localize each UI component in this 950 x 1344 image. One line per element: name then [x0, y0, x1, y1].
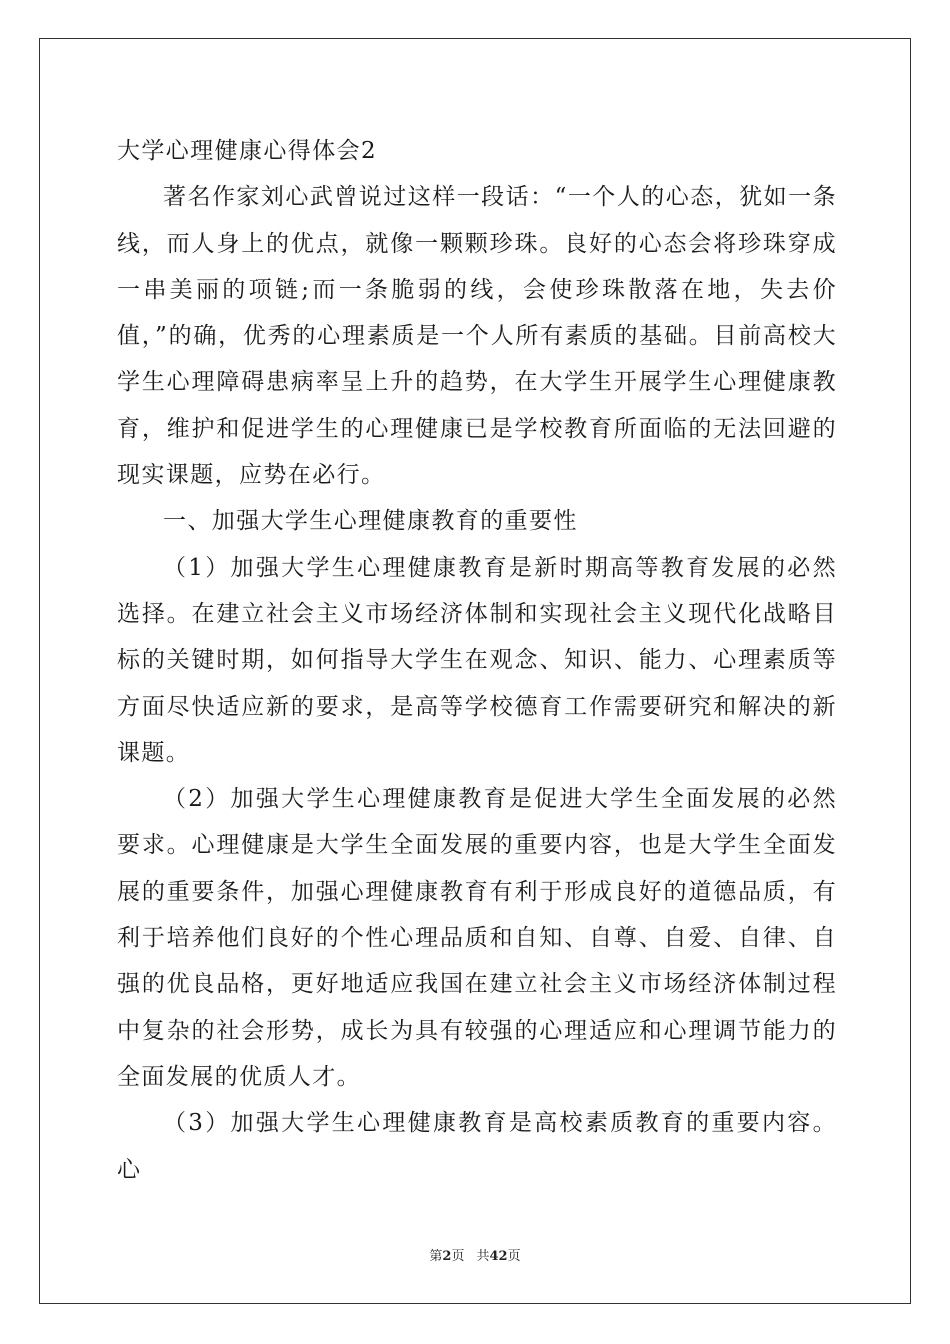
document-body [117, 128, 837, 1193]
list-item-1: （1）加强大学生心理健康教育是新时期高等教育发展的必然选择。在建立社会主义市场经济体制和实现社会主义现代化战略目标的关键时期，如何指导大学生在观念、知识、能力、心理素质等方面尽快适应新的要求，是高等学校德育工作需要研究和解决的新课题。 [117, 554, 837, 766]
page-total: 42 [489, 1249, 508, 1264]
total-prefix: 共 [476, 1249, 490, 1264]
list-item-3: （3）加强大学生心理健康教育是高校素质教育的重要内容。心 [117, 1110, 837, 1183]
intro-paragraph: 著名作家刘心武曾说过这样一段话：“一个人的心态，犹如一条线，而人身上的优点，就像一颗颗珍珠。良好的心态会将珍珠穿成一串美丽的项链;而一条脆弱的线，会使珍珠散落在地，失去价值，”的确，优秀的心理素质是一个人所有素质的基础。目前高校大学生心理障碍患病率呈上升的趋势，在大学生开展学生心理健康教育，维护和促进学生的心理健康已是学校教育所面临的无法回避的现实课题，应势在必行。 [117, 184, 837, 489]
list-item-2: （2）加强大学生心理健康教育是促进大学生全面发展的必然要求。心理健康是大学生全面发展的重要内容，也是大学生全面发展的重要条件，加强心理健康教育有利于形成良好的道德品质，有利于培养他们良好的个性心理品质和自知、自尊、自爱、自律、自强的优良品格，更好地适应我国在建立社会主义市场经济体制过程中复杂的社会形势，成长为具有较强的心理适应和心理调节能力的全面发展的优质人才。 [117, 786, 837, 1090]
page-prefix: 第 [429, 1249, 443, 1264]
page-current: 2 [442, 1249, 452, 1264]
section-heading: 一、加强大学生心理健康教育的重要性 [163, 508, 578, 535]
document-title: 大学心理健康心得体会2 [117, 138, 378, 164]
page-unit: 页 [451, 1249, 465, 1264]
total-unit: 页 [507, 1249, 521, 1264]
page-footer [0, 1245, 950, 1264]
